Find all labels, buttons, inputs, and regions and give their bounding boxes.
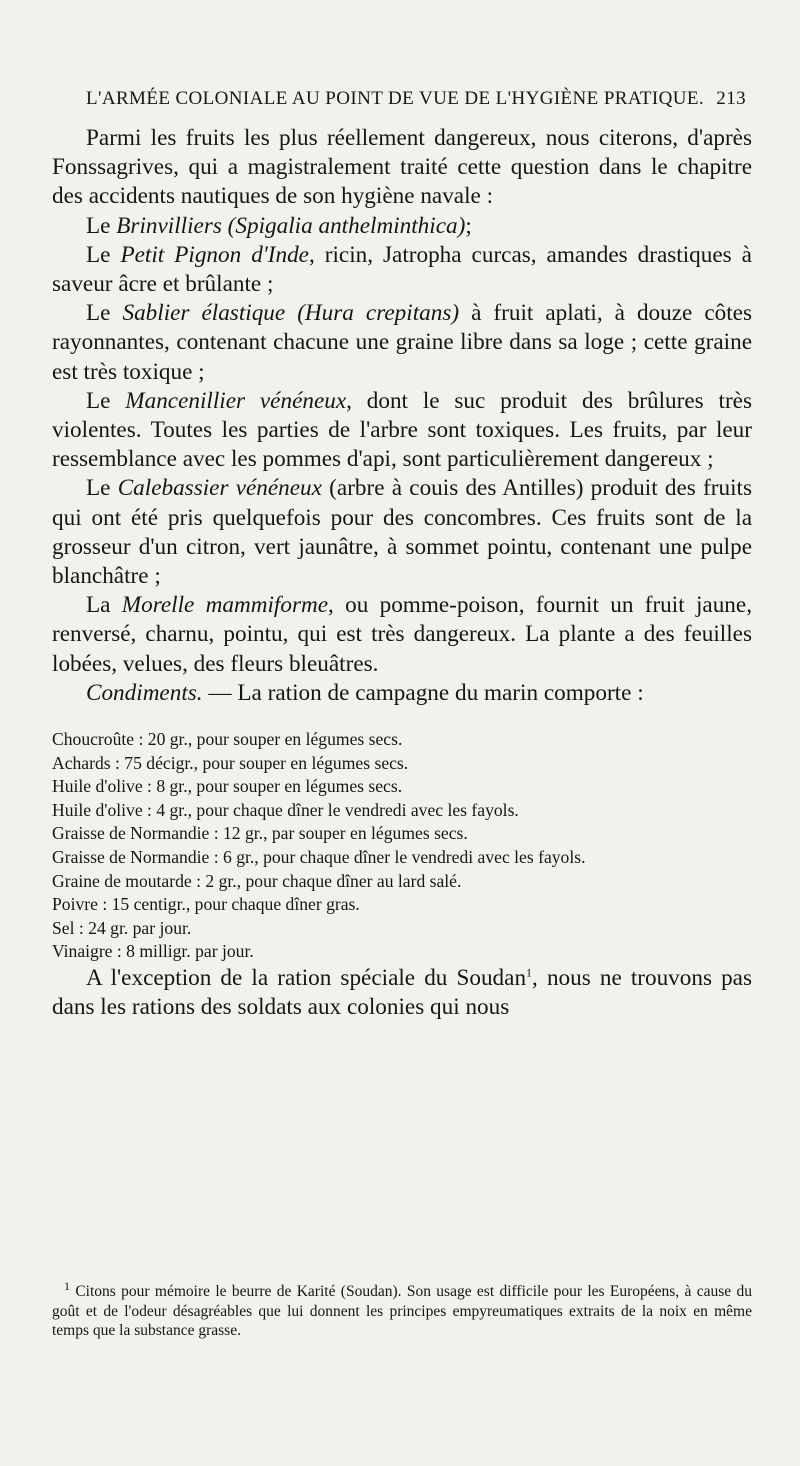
fruit-paragraph: La Morelle mammiforme, ou pomme-poison, fournit un fruit jaune, renversé, charnu, pointu, qui est très dangereux. La plante a des feuilles lobées, velues, des fleurs bleuâtres. [52, 592, 752, 677]
fruit-paragraph: Le Sablier élastique (Hura crepitans) à fruit aplati, à douze côtes rayonnantes, contenant chacune une graine libre dans sa loge ; cette graine est très toxique ; [52, 300, 752, 385]
running-header [86, 88, 746, 110]
ration-list [52, 728, 752, 964]
fruit-paragraph: Le Mancenillier vénéneux, dont le suc produit des brûlures très violentes. Toutes les parties de l'arbre sont toxiques. Les fruits, par leur ressemblance avec les pommes d'api, sont particulièrement dangereux ; [52, 387, 752, 473]
fruit-name: Sablier élastique (Hura crepitans) [122, 300, 460, 327]
ration-item: Vinaigre : 8 milligr. par jour. [52, 941, 254, 962]
ration-item: Graisse de Normandie : 6 gr., pour chaque dîner le vendredi avec les fayols. [52, 847, 586, 868]
ration-item: Huile d'olive : 4 gr., pour chaque dîner le vendredi avec les fayols. [52, 799, 519, 820]
running-title: L'ARMÉE COLONIALE AU POINT DE VUE DE L'HYGIÈNE PRATIQUE. [86, 88, 705, 109]
footnote-reference: 1 [526, 965, 533, 980]
section-title: Condiments. [86, 679, 203, 706]
intro-paragraph: Parmi les fruits les plus réellement dangereux, nous citerons, d'après Fonssagrives, qui a magistralement traité cette question dans le chapitre des accidents nautiques de son hygiène navale : [52, 125, 752, 210]
footnote: $^1$ Citons pour mémoire le beurre de Karité (Soudan). Son usage est difficile pour les Européens, à cause du goût et de l'odeur désagréables que lui donnent les principes empyreumatiques extraits de la noix en même temps que la substance grasse. [52, 1278, 752, 1339]
fruit-name: Morelle mammiforme [121, 592, 328, 619]
fruit-name: Brinvilliers (Spigalia anthelminthica) [116, 212, 466, 239]
footnote-area [52, 1278, 752, 1341]
ration-item: Poivre : 15 centigr., pour chaque dîner gras. [52, 894, 360, 915]
ration-item: Achards : 75 décigr., pour souper en légumes secs. [52, 752, 409, 773]
fruit-paragraph: Le Petit Pignon d'Inde, ricin, Jatropha curcas, amandes drastiques à saveur âcre et brûlante ; [52, 241, 752, 298]
ration-item: Huile d'olive : 8 gr., pour souper en légumes secs. [52, 776, 403, 797]
ration-item: Choucroûte : 20 gr., pour souper en légumes secs. [52, 729, 403, 750]
main-text [52, 124, 752, 1022]
fruit-name: Calebassier vénéneux [117, 475, 322, 502]
footnote-mark: 1 [64, 1278, 70, 1293]
fruit-name: Petit Pignon d'Inde [120, 241, 309, 268]
ration-item: Sel : 24 gr. par jour. [52, 917, 192, 938]
ration-item: Graine de moutarde : 2 gr., pour chaque dîner au lard salé. [52, 870, 462, 891]
condiments-paragraph: Condiments. — La ration de campagne du marin comporte : [86, 679, 644, 706]
ration-item: Graisse de Normandie : 12 gr., par souper en légumes secs. [52, 823, 468, 844]
fruit-paragraph: Le Brinvilliers (Spigalia anthelminthica); [86, 212, 472, 239]
closing-paragraph: A l'exception de la ration spéciale du Soudan$^1$, nous ne trouvons pas dans les rations des soldats aux colonies qui nous [52, 965, 752, 1021]
page-number: 213 [716, 88, 746, 109]
fruit-name: Mancenillier vénéneux [125, 387, 347, 414]
fruit-paragraph: Le Calebassier vénéneux (arbre à couis des Antilles) produit des fruits qui ont été pris quelquefois pour des concombres. Ces fruits sont de la grosseur d'un citron, vert jaunâtre, à sommet pointu, contenant une pulpe blanchâtre ; [52, 475, 752, 590]
